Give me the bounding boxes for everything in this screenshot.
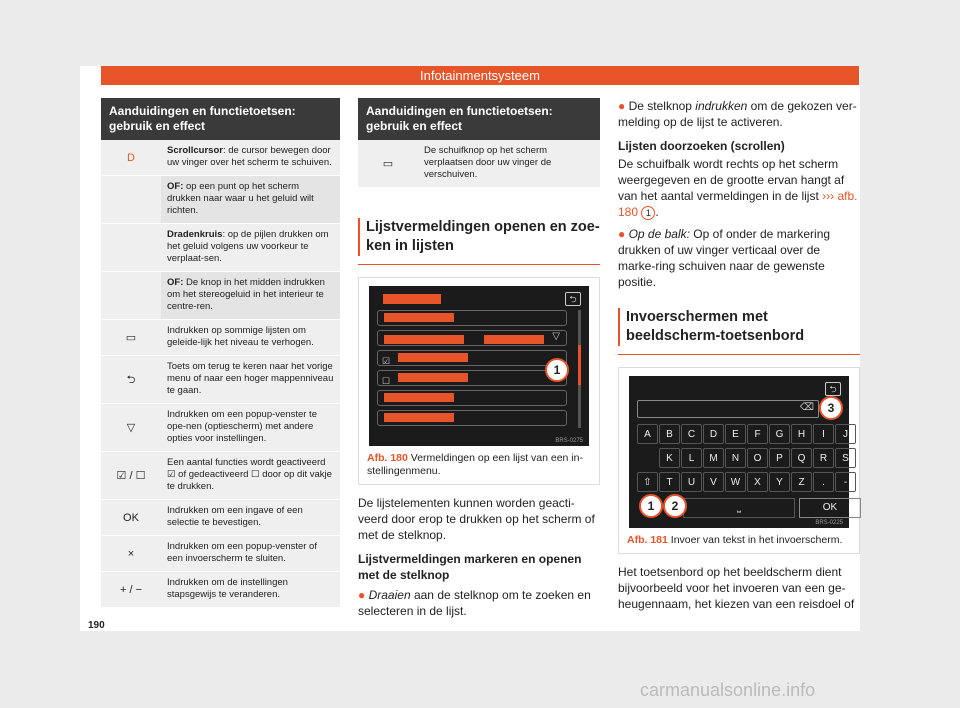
row-description: op een punt op het scherm drukken naar waar u het geluid wilt richten.: [167, 181, 314, 216]
ok-key: OK: [799, 498, 861, 518]
row-text: [161, 404, 340, 451]
callout-ref: 1: [641, 206, 655, 220]
keyboard-key: M: [703, 448, 724, 468]
keyboard-key: L: [681, 448, 702, 468]
backspace-icon: ⌫: [799, 402, 814, 413]
figure-181: [618, 367, 860, 554]
page-header: Infotainmentsysteem: [101, 66, 859, 85]
row-symbol: ▭: [101, 320, 161, 355]
keyboard-key: E: [725, 424, 746, 444]
emphasis: indrukken: [695, 99, 748, 113]
row-description: Indrukken om een ingave of een selectie te bevestigen.: [167, 505, 303, 528]
row-text: [161, 272, 340, 319]
bullet-paragraph: ● Draaien aan de stelknop om te zoeken en selecteren in de lijst.: [358, 588, 591, 618]
figure-reference-link[interactable]: ››› afb. 180: [618, 189, 858, 219]
keyboard-key: W: [725, 472, 746, 492]
section-title: Lijstvermeldingen openen en zoe-ken in lijsten: [358, 218, 600, 256]
text: Op of onder de markering drukken of uw vinger verticaal over de marke-ring schuiven naar de gewenste positie.: [618, 227, 831, 289]
text: aan de stelknop om te zoeken en selecteren in de lijst.: [358, 588, 591, 618]
right-column: [618, 98, 860, 612]
row-text: [161, 536, 340, 571]
keyboard-key: ⇧: [637, 472, 658, 492]
row-description: Toets om terug te keren naar het vorige menu of naar een hoger mappenniveau te gaan.: [167, 361, 334, 396]
figure-code: BRS-0225: [815, 520, 843, 526]
figure-180: [358, 277, 600, 485]
table-row: [101, 224, 340, 272]
watermark: carmanualsonline.info: [640, 680, 816, 700]
checkbox-checked-icon: ☑: [382, 356, 391, 366]
keyboard-key: Q: [791, 448, 812, 468]
keyboard-key: N: [725, 448, 746, 468]
keyboard-screen-image: [629, 376, 849, 528]
space-key: ⎵: [683, 498, 795, 518]
back-icon: ⮌: [825, 382, 841, 396]
subheading: Lijsten doorzoeken (scrollen): [618, 139, 785, 153]
page-number: 190: [88, 620, 105, 631]
keyboard-key: G: [769, 424, 790, 444]
section-heading-2: [618, 308, 860, 355]
row-description: Indrukken om een popup-venster te ope-nen (optiescherm) met andere opties voor instellingen.: [167, 409, 317, 444]
text: De schuifbalk wordt rechts op het scherm weergegeven en de grootte ervan hangt af van het aantal vermeldingen in de lijst: [618, 157, 845, 203]
callout-3: 3: [819, 396, 843, 420]
keyboard-key: B: [659, 424, 680, 444]
text: om de gekozen ver-melding op de lijst te activeren.: [618, 99, 857, 129]
paragraph: De lijstelementen kunnen worden geacti-veerd door erop te drukken op het scherm of met de stelknop.: [358, 496, 595, 542]
keyboard-key: D: [703, 424, 724, 444]
figure-caption: [359, 446, 599, 484]
row-text: De schuifknop op het scherm verplaatsen door uw vinger de verschuiven.: [418, 140, 600, 187]
paragraph: Het toetsenbord op het beeldscherm dient bijvoorbeeld voor het invoeren van een ge-heugennaam, het kiezen van een reisdoel of: [618, 565, 855, 611]
callout-2: 2: [663, 494, 687, 518]
row-description: Indrukken om de instellingen stapsgewijs te veranderen.: [167, 577, 288, 600]
row-symbol: ×: [101, 536, 161, 571]
row-term: OF:: [167, 181, 184, 192]
bullet-paragraph: ● Op de balk: Op of onder de markering drukken of uw vinger verticaal over de marke-ring schuiven naar de gewenste positie.: [618, 227, 831, 289]
row-description: Een aantal functies wordt geactiveerd ☑ of gedeactiveerd ☐ door op dit vakje te drukken.: [167, 457, 332, 492]
scrollbar: [578, 310, 581, 428]
keyboard-key: H: [791, 424, 812, 444]
keyboard-key: P: [769, 448, 790, 468]
keyboard-key: F: [747, 424, 768, 444]
keyboard-key: I: [813, 424, 834, 444]
keyboard-key: Z: [791, 472, 812, 492]
row-symbol: ☑ / ☐: [101, 452, 161, 499]
table-row: [101, 356, 340, 404]
row-description: De knop in het midden indrukken om het stereogeluid in het interieur te centre-ren.: [167, 277, 325, 312]
row-text: [161, 224, 340, 271]
row-description: : op de pijlen drukken om het geluid volgens uw voorkeur te verplaat-sen.: [167, 229, 329, 264]
keyboard-key: A: [637, 424, 658, 444]
row-symbol: OK: [101, 500, 161, 535]
row-term: Dradenkruis: [167, 229, 223, 240]
figure-label: Afb. 181: [627, 534, 668, 546]
paragraph: De schuifbalk wordt rechts op het scherm weergegeven en de grootte ervan hangt af van het aantal vermeldingen in de lijst ››› afb. 180 1 .: [618, 157, 858, 219]
row-description: : de cursor bewegen door uw vinger over het scherm te schuiven.: [167, 145, 332, 168]
middle-column: [358, 98, 600, 619]
row-symbol: ⮌: [101, 356, 161, 403]
keyboard-key: S: [835, 448, 856, 468]
table-row: [101, 572, 340, 608]
dropdown-triangle-icon: ▽: [552, 331, 560, 342]
row-description: Indrukken om een popup-venster of een invoerscherm te sluiten.: [167, 541, 317, 564]
table-row: [101, 536, 340, 572]
callout-1: 1: [545, 358, 569, 382]
row-text: [161, 140, 340, 175]
row-text: [161, 500, 340, 535]
row-symbol: [101, 224, 161, 271]
emphasis: Draaien: [368, 588, 411, 602]
section-title: Invoerschermen met beeldscherm-toetsenbord: [618, 308, 860, 346]
back-icon: ⮌: [565, 292, 581, 306]
figure-caption: [619, 528, 859, 553]
row-text: [161, 452, 340, 499]
keyboard-key: V: [703, 472, 724, 492]
table-row: [101, 320, 340, 356]
table-heading: Aanduidingen en functietoetsen: gebruik en effect: [358, 98, 600, 140]
row-symbol: + / −: [101, 572, 161, 607]
checkbox-empty-icon: ☐: [382, 376, 391, 386]
emphasis: Op de balk:: [628, 227, 690, 241]
table-heading: Aanduidingen en functietoetsen: gebruik en effect: [101, 98, 340, 140]
row-symbol: [101, 272, 161, 319]
table-row: [101, 176, 340, 224]
row-symbol: ▽: [101, 404, 161, 451]
caption-text: Vermeldingen op een lijst van een in-stellingenmenu.: [367, 452, 583, 477]
figure-code: BRS-0275: [555, 438, 583, 444]
table-row: [101, 272, 340, 320]
keyboard-key: T: [659, 472, 680, 492]
subheading: Lijstvermeldingen markeren en openen met de stelknop: [358, 552, 582, 582]
text-input-field: [637, 400, 819, 418]
keyboard-key: C: [681, 424, 702, 444]
list-screen-image: [369, 286, 589, 446]
caption-text: Invoer van tekst in het invoerscherm.: [670, 534, 843, 546]
row-text: [161, 356, 340, 403]
table-row: [101, 140, 340, 176]
figure-label: Afb. 180: [367, 452, 408, 464]
keyboard-key: J: [835, 424, 856, 444]
table-row: [101, 500, 340, 536]
row-symbol: D: [101, 140, 161, 175]
slider-knob-icon: ▭: [358, 140, 418, 187]
left-table: [101, 98, 340, 608]
keyboard-key: R: [813, 448, 834, 468]
keyboard-key: U: [681, 472, 702, 492]
text: De stelknop: [628, 99, 696, 113]
keyboard-key: Y: [769, 472, 790, 492]
row-text: [161, 320, 340, 355]
section-heading-1: [358, 218, 600, 265]
row-text: [161, 176, 340, 223]
bullet-paragraph: ● De stelknop indrukken om de gekozen ver-melding op de lijst te activeren.: [618, 99, 857, 129]
row-term: OF:: [167, 277, 184, 288]
row-text: [161, 572, 340, 607]
table-row: [358, 140, 600, 188]
keyboard-key: -: [835, 472, 856, 492]
row-symbol: [101, 176, 161, 223]
table-row: [101, 452, 340, 500]
row-description: Indrukken op sommige lijsten om geleide-lijk het niveau te verhogen.: [167, 325, 314, 348]
row-term: Scrollcursor: [167, 145, 223, 156]
keyboard-key: O: [747, 448, 768, 468]
keyboard-key: K: [659, 448, 680, 468]
keyboard-key: X: [747, 472, 768, 492]
table-row: [101, 404, 340, 452]
keyboard-key: .: [813, 472, 834, 492]
callout-1: 1: [639, 494, 663, 518]
